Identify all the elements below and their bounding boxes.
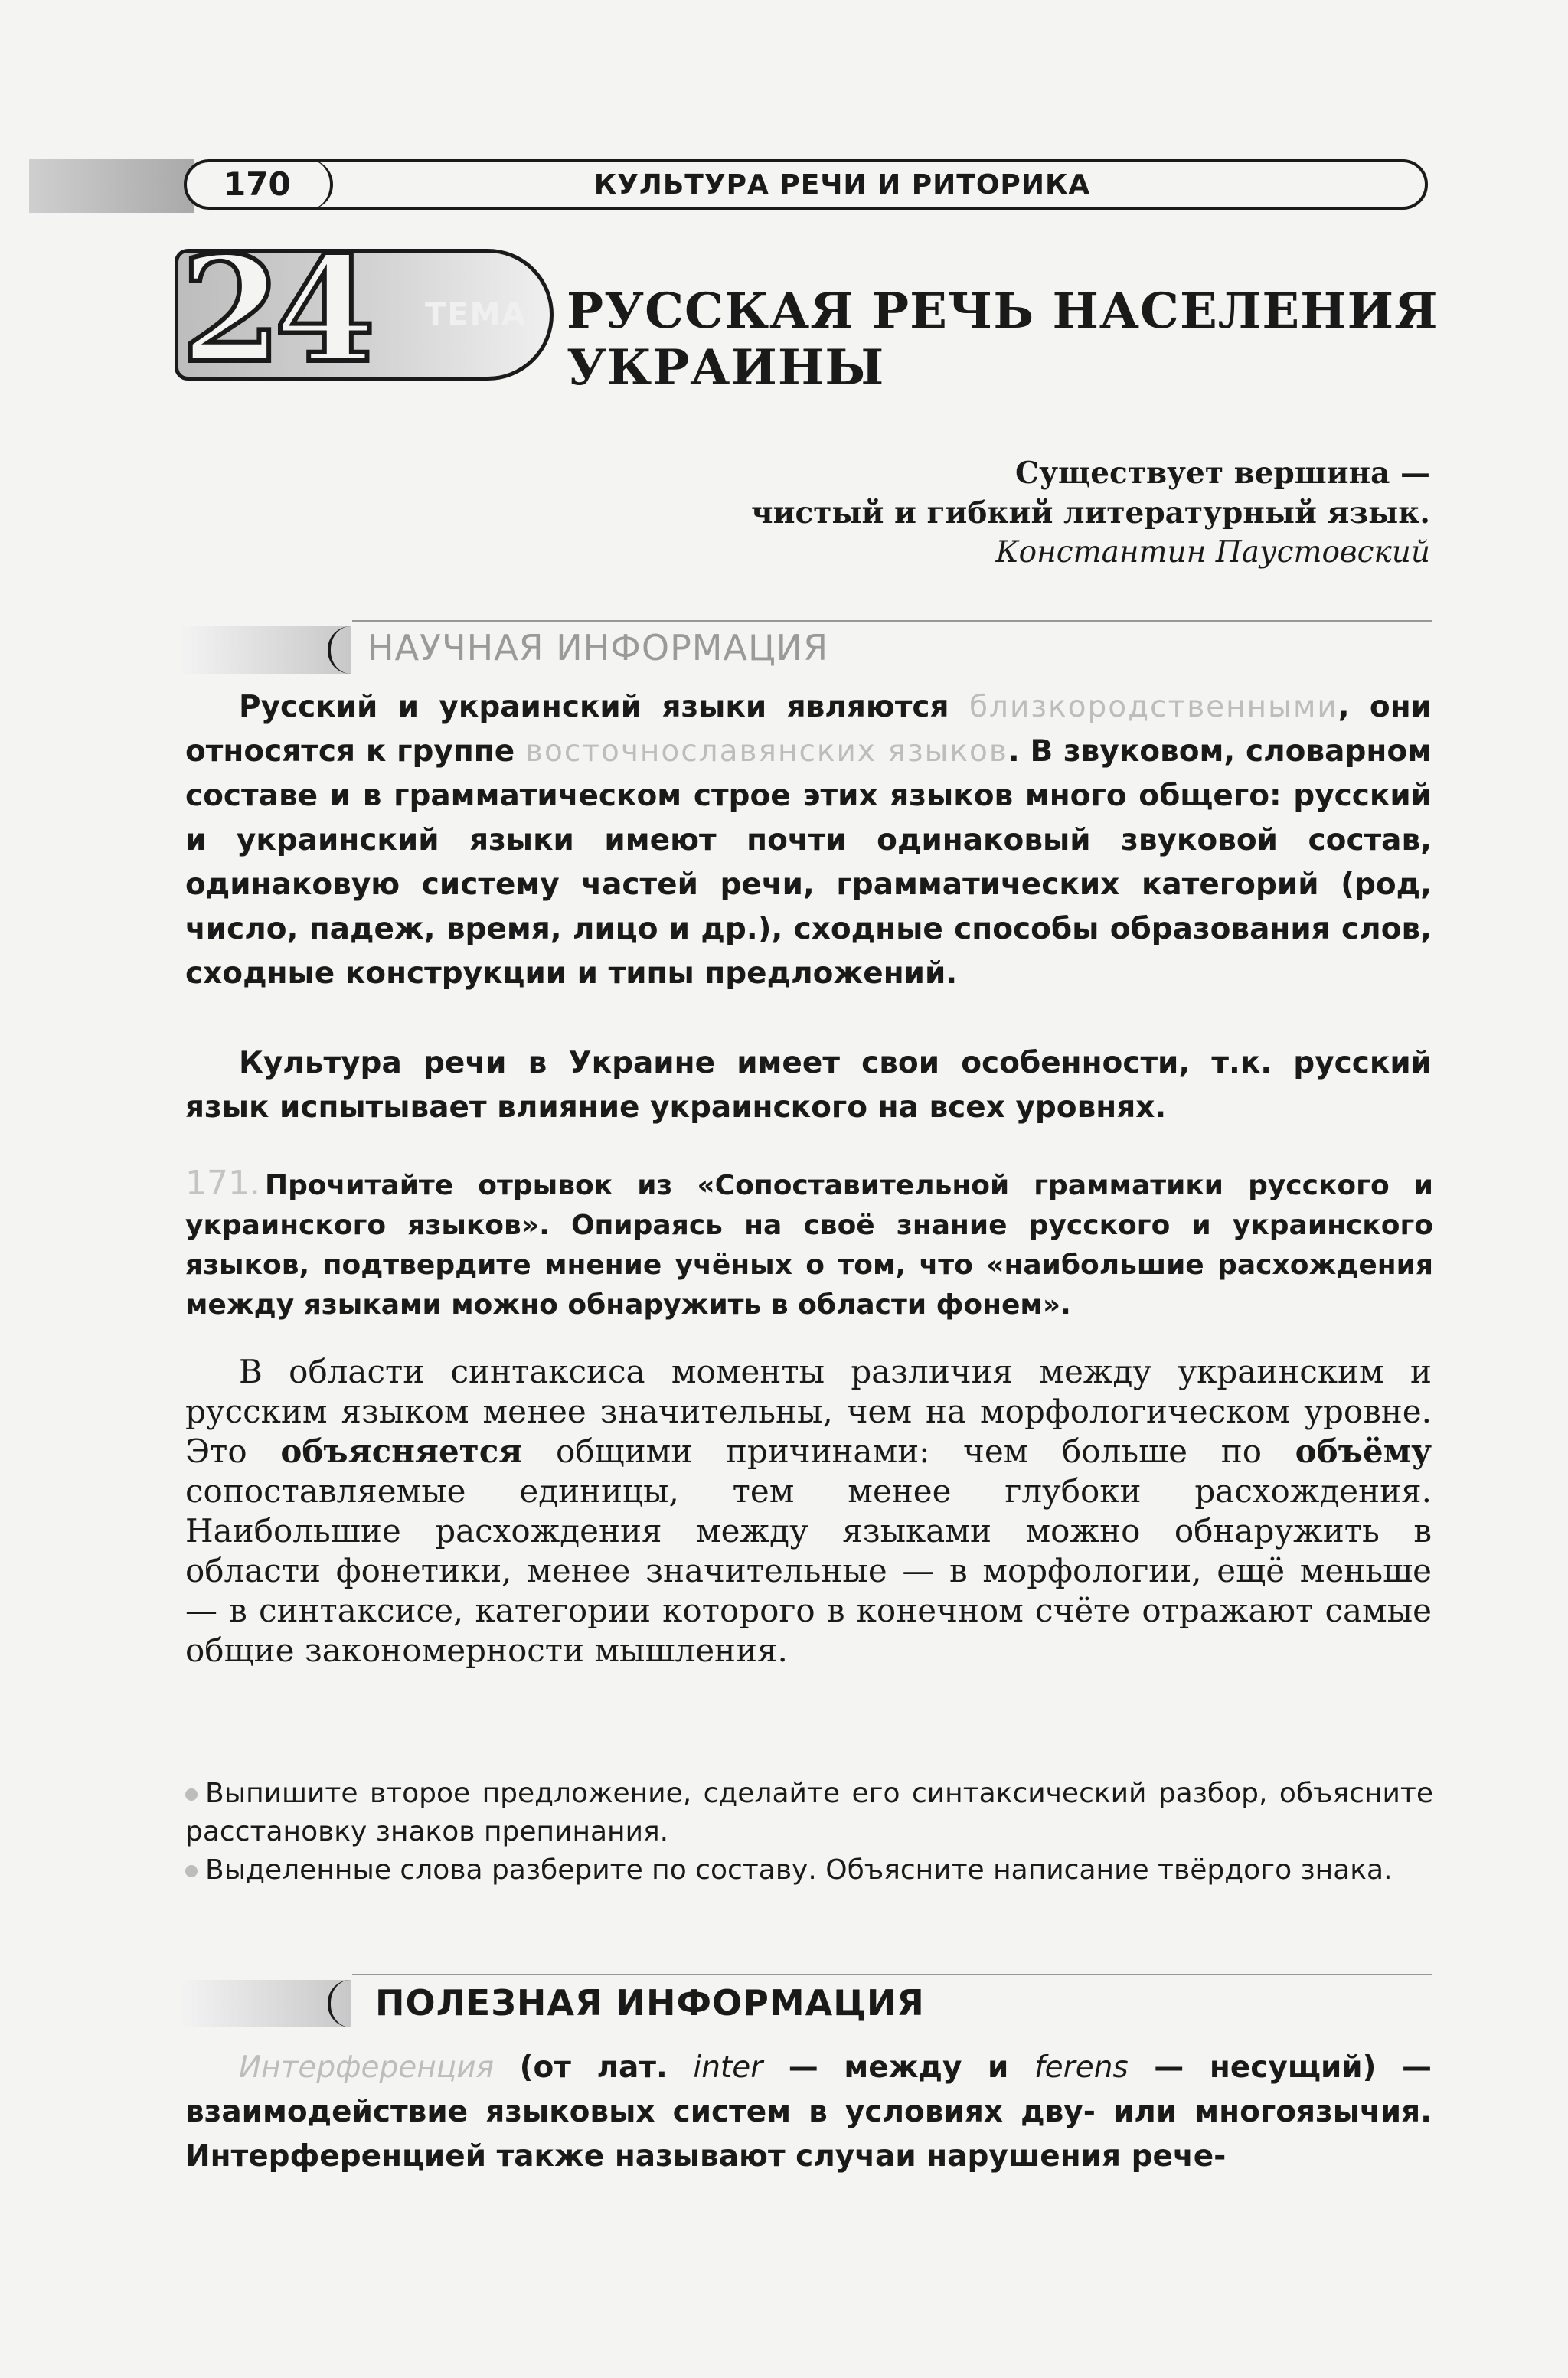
assignment-item: [185, 1851, 1433, 1890]
section-marker-scientific: [182, 626, 351, 674]
useful-text-3: — несущий) — взаимодействие языковых систем в условиях дву- или многоязычия. Интерференцией также называют случаи нарушения рече-: [185, 2050, 1432, 2174]
latin-inter: inter: [693, 2050, 763, 2085]
assignment-list: [185, 1775, 1433, 1890]
header-gray-band: [29, 159, 194, 213]
bullet-icon: [185, 1865, 198, 1877]
latin-ferens: ferens: [1034, 2050, 1129, 2085]
page-title: [567, 283, 1485, 397]
excerpt-text: [185, 1352, 1432, 1671]
excerpt-part-2: общими причинами: чем больше по: [522, 1432, 1295, 1470]
useful-text-1: (от лат.: [494, 2050, 694, 2085]
page-title-line-2: УКРАИНЫ: [567, 339, 885, 397]
highlighted-word-2: объёму: [1295, 1432, 1432, 1470]
epigraph: [751, 453, 1430, 573]
term-east-slavic: восточнославянских языков: [524, 734, 1008, 769]
epigraph-line-2: чистый и гибкий литературный язык.: [751, 495, 1430, 531]
term-interference: Интерференция: [239, 2050, 495, 2085]
useful-paragraph: [185, 2046, 1432, 2179]
scientific-text-b: , они относятся к группе: [185, 690, 1432, 769]
section-rule-useful: [352, 1974, 1432, 1975]
theme-number: 24: [181, 224, 368, 395]
page-number: 170: [224, 165, 291, 203]
section-rule-scientific: [352, 620, 1432, 622]
scientific-text-a: Русский и украинский языки являются: [239, 690, 969, 724]
section-heading-scientific: НАУЧНАЯ ИНФОРМАЦИЯ: [368, 627, 829, 668]
epigraph-author: Константин Паустовский: [995, 535, 1430, 570]
running-title: КУЛЬТУРА РЕЧИ И РИТОРИКА: [593, 169, 1091, 201]
assignment-text-2: Выделенные слова разберите по составу. Объясните написание твёрдого знака.: [205, 1854, 1393, 1886]
excerpt-part-1: В области синтаксиса моменты различия между украинским и русским языком менее значительны, чем на морфологическом уровне. Это: [185, 1353, 1432, 1470]
assignment-text-1: Выпишите второе предложение, сделайте его синтаксический разбор, объясните расстановку знаков препинания.: [185, 1778, 1433, 1847]
assignment-item: [185, 1775, 1433, 1851]
useful-text-2: — между и: [763, 2050, 1034, 2085]
exercise-text: Прочитайте отрывок из «Сопоставительной грамматики русского и украинского языков». Опираясь на своё знание русского и украинского языков, подтвердите мнение учёных о том, что «наибольшие расхождения между языками можно обнаружить в области фонем».: [185, 1170, 1433, 1321]
highlighted-word-1: объясняется: [280, 1432, 523, 1470]
page-title-line-1: РУССКАЯ РЕЧЬ НАСЕЛЕНИЯ: [567, 283, 1439, 340]
scientific-text-c: . В звуковом, словарном составе и в грамматическом строе этих языков много общего: русский и украинский языки имеют почти одинаковый звуковой состав, одинаковую систему частей речи, грамматических категорий (род, число, падеж, время, лицо и др.), сходные способы образования слов, сходные конструкции и типы предложений.: [185, 734, 1432, 991]
excerpt-part-3: сопоставляемые единицы, тем менее глубоки расхождения. Наибольшие расхождения между языками можно обнаружить в области фонетики, менее значительные — в морфологии, ещё меньше — в синтаксисе, категории которого в конечном счёте отражают самые общие закономерности мышления.: [185, 1472, 1432, 1669]
section-marker-useful: [182, 1980, 351, 2027]
term-closely-related: близкородственными: [969, 690, 1338, 724]
bullet-icon: [185, 1788, 198, 1801]
epigraph-line-1: Существует вершина —: [1015, 456, 1430, 491]
excerpt-paragraph: [185, 1352, 1432, 1671]
scientific-paragraph-2: Культура речи в Украине имеет свои особенности, т.к. русский язык испытывает влияние украинского на всех уровнях.: [185, 1046, 1432, 1125]
theme-label: ТЕМА: [425, 297, 528, 332]
scientific-paragraph-1: [185, 685, 1432, 996]
section-heading-useful: ПОЛЕЗНАЯ ИНФОРМАЦИЯ: [375, 1982, 925, 2024]
exercise-number: 171.: [185, 1164, 260, 1203]
exercise-171: [185, 1164, 1433, 1325]
